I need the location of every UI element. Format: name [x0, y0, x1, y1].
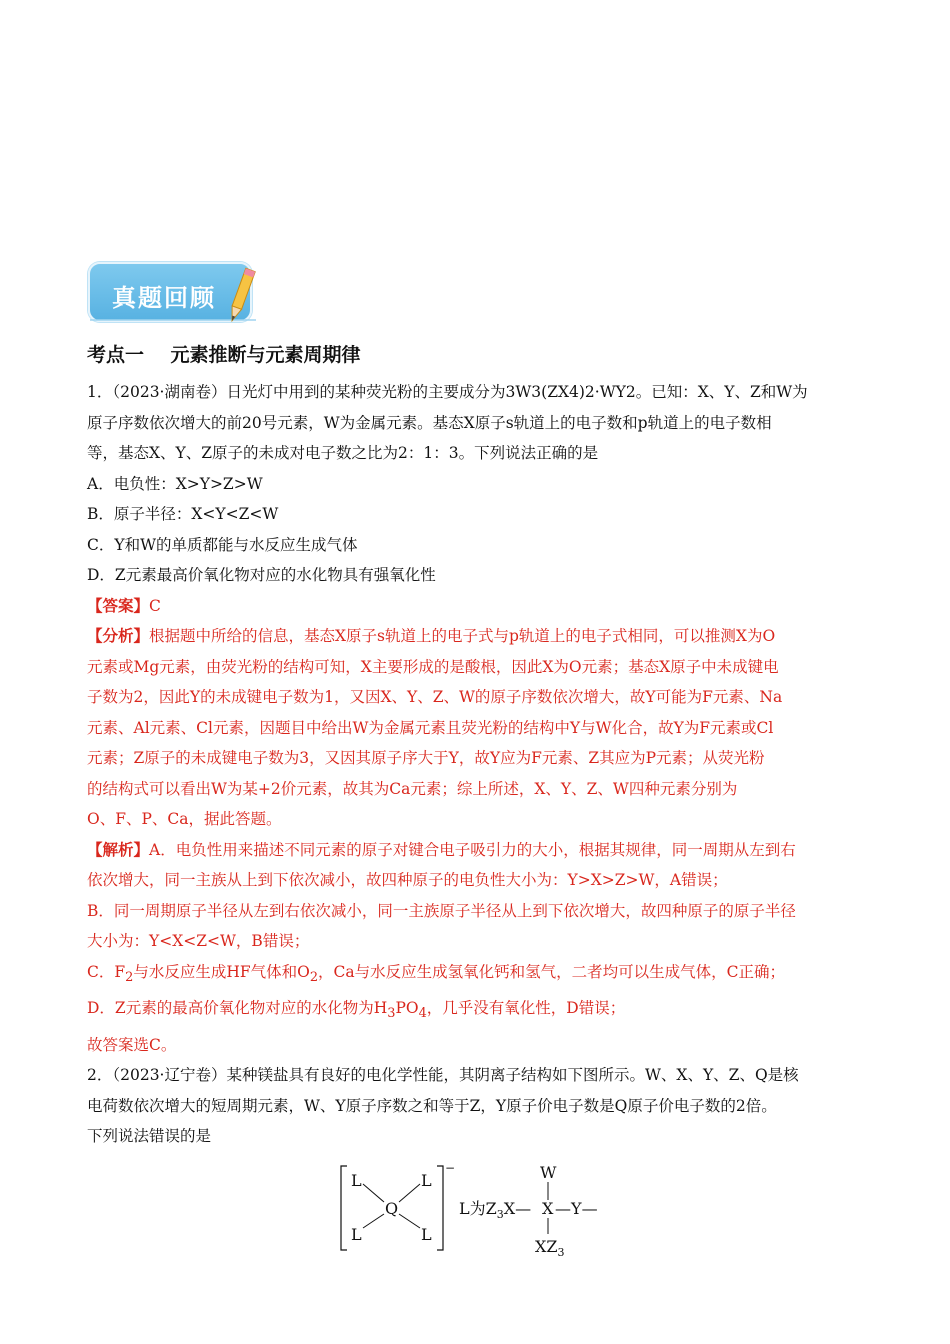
q1-analysis-line: 元素、Al元素、Cl元素，因题目中给出W为金属元素且荧光粉的结构中Y与W化合，故Y为F元素或Cl — [87, 718, 774, 737]
analysis-text: 根据题中所给的信息，基态X原子s轨道上的电子式与p轨道上的电子式相同，可以推测X为O — [149, 627, 776, 645]
q1-conclusion: 故答案选C。 — [87, 1035, 177, 1054]
subscript: 4 — [418, 1006, 427, 1022]
explain-d-post: ，几乎没有氧化性，D错误； — [426, 999, 626, 1018]
q1-analysis-line: 的结构式可以看出W为某+2价元素，故其为Ca元素；综上所述，X、Y、Z、W四种元素分别为 — [87, 779, 738, 798]
q1-stem-line: 等，基态X、Y、Z原子的未成对电子数之比为2：1：3。下列说法正确的是 — [87, 444, 599, 462]
q1-analysis-line — [87, 621, 867, 652]
q1-explain-line: 依次增大，同一主族从上到下依次减小，故四种原子的电负性大小为：Y>X>Z>W，A错误； — [87, 871, 728, 889]
explain-tag: 【解析】 — [87, 839, 150, 859]
subscript: 3 — [387, 1006, 396, 1022]
q1-answer — [87, 591, 867, 622]
document-body — [87, 336, 867, 1268]
bond — [399, 1184, 420, 1202]
q1-explain-line: B．同一周期原子半径从左到右依次减小，同一主族原子半径从上到下依次增大，故四种原子的原子半径 — [87, 901, 796, 920]
pencil-icon — [216, 264, 264, 328]
explain-c-mid: 与水反应生成HF气体和O — [133, 962, 310, 981]
q1-explain-line — [87, 957, 867, 994]
subscript: 2 — [125, 969, 134, 985]
q1-option-a: A．电负性：X>Y>Z>W — [87, 474, 263, 493]
q1-option-d: D．Z元素最高价氧化物对应的水化物具有强氧化性 — [87, 566, 436, 584]
answer-value: C — [149, 596, 161, 615]
ligand-top-left: L — [351, 1170, 362, 1190]
q1-option-b: B．原子半径：X<Y<Z<W — [87, 505, 279, 523]
left-bracket — [341, 1166, 347, 1250]
explain-c-post: ，Ca与水反应生成氢氧化钙和氢气，二者均可以生成气体，C正确； — [318, 962, 786, 981]
q2-stem-line: 电荷数依次增大的短周期元素，W、Y原子序数之和等于Z，Y原子价电子数是Q原子价电子数的2倍。 — [87, 1096, 777, 1115]
q2-stem-line: 下列说法错误的是 — [87, 1127, 212, 1146]
explain-c-pre: C．F — [87, 962, 126, 981]
ligand-bottom-left: L — [351, 1224, 362, 1244]
banner-title: 真题回顾 — [112, 284, 216, 312]
q2-stem-line: 2．（2023·辽宁卷）某种镁盐具有良好的电化学性能，其阴离子结构如下图所示。W、X、Y、Z、Q是核 — [87, 1066, 799, 1085]
w-substituent: W — [540, 1162, 557, 1182]
x-center-atom: X — [542, 1198, 554, 1218]
explain-d-pre: D．Z元素的最高价氧化物对应的水化物为H — [87, 999, 388, 1018]
analysis-tag: 【分析】 — [87, 626, 150, 645]
answer-tag: 【答案】 — [87, 595, 150, 615]
subscript: 2 — [309, 969, 319, 985]
ligand-definition: L为$Z_3X—$ — [459, 1198, 532, 1221]
bond — [363, 1184, 384, 1202]
ligand-bottom-right: L — [421, 1224, 432, 1244]
q1-analysis-line: 子数为2，因此Y的未成键电子数为1，又因X、Y、Z、W的原子序数依次增大，故Y可能为F元素、Na — [87, 688, 783, 706]
ligand-top-right: L — [421, 1170, 432, 1190]
bond — [399, 1214, 420, 1228]
right-bracket — [437, 1166, 443, 1250]
q1-stem-line: 原子序数依次增大的前20号元素，W为金属元素。基态X原子s轨道上的电子数和p轨道上的电子数相 — [87, 413, 772, 432]
center-atom: Q — [385, 1198, 399, 1218]
q1-option-c: C．Y和W的单质都能与水反应生成气体 — [87, 535, 358, 554]
explain-d-mid: PO — [395, 999, 419, 1018]
q1-explain-line — [87, 835, 867, 866]
anion-structure-figure — [87, 1158, 867, 1268]
q1-analysis-line: 元素；Z原子的未成键电子数为3，又因其原子序大于Y，故Y应为F元素、Z其应为P元素；从荧光粉 — [87, 749, 765, 767]
q1-analysis-line: 元素或Mg元素，由荧光粉的结构可知，X主要形成的是酸根，因此X为O元素；基态X原子中未成键电 — [87, 657, 779, 676]
explain-text: A．电负性用来描述不同元素的原子对键合电子吸引力的大小，根据其规律，同一周期从左到右 — [149, 840, 796, 859]
section-title: 考点一 元素推断与元素周期律 — [87, 344, 361, 366]
q1-explain-line — [87, 993, 867, 1030]
q1-stem-line: 1．（2023·湖南卷）日光灯中用到的某种荧光粉的主要成分为3W3(ZX4)2·WY2。已知：X、Y、Z和W为 — [87, 383, 808, 401]
q1-explain-line: 大小为：Y<X<Z<W，B错误； — [87, 932, 310, 950]
charge-label: − — [445, 1160, 456, 1175]
y-bond-label: —Y— — [555, 1198, 598, 1218]
q1-analysis-line: O、F、P、Ca，据此答题。 — [87, 810, 282, 828]
structure-diagram — [337, 1158, 637, 1258]
bond — [363, 1214, 384, 1228]
xz3-substituent: $XZ_3$ — [535, 1236, 565, 1258]
